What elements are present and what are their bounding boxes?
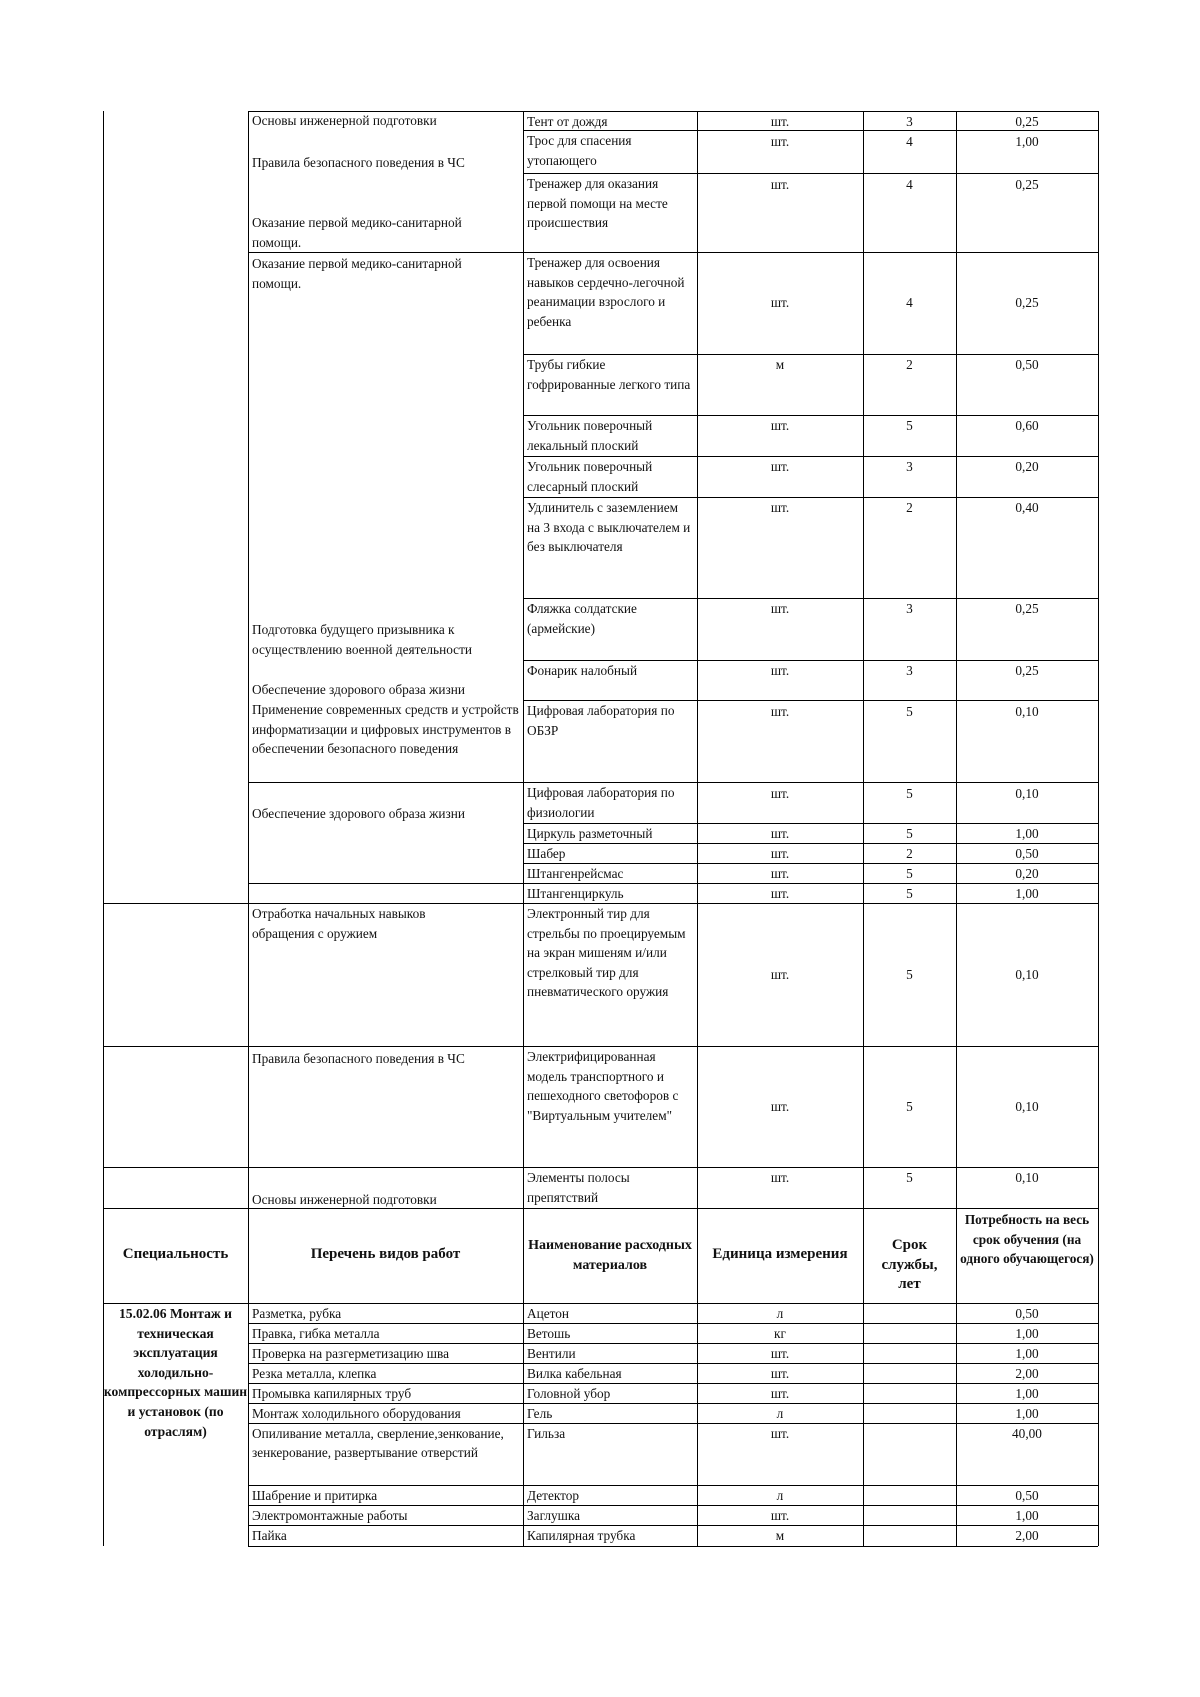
need-value: 2,00 [1015,1365,1039,1381]
material-name: Головной убор [527,1385,611,1401]
unit-value: шт. [770,601,790,616]
material-name: Элементы полосы препятствий [527,1170,630,1205]
need-value: 0,10 [1015,1170,1039,1185]
need-value: 0,10 [1015,966,1039,982]
table-right-rule [1098,111,1099,1546]
need-value: 0,25 [1015,295,1039,311]
work-type: Промывка капилярных труб [252,1385,412,1401]
material-name: Фляжка солдатские (армейские) [527,601,637,636]
unit-value: м [775,357,785,372]
material-name: Гель [527,1405,553,1421]
work-type: Оказание первой медико-санитарной помощи. [252,215,462,250]
column-rule [248,111,249,1546]
need-value: 2,00 [1015,1527,1039,1543]
service-life-value: 2 [906,500,913,515]
unit-value: шт. [770,886,790,901]
unit-value: шт. [770,418,790,433]
need-value: 0,50 [1015,1487,1039,1503]
need-value: 1,00 [1015,1345,1039,1361]
material-name: Капилярная трубка [527,1527,636,1543]
service-life-value: 2 [906,846,913,861]
work-type: Основы инженерной подготовки [252,113,437,128]
work-type: Основы инженерной подготовки [252,1192,437,1207]
unit-value: шт. [770,114,790,129]
material-name: Штангенрейсмас [527,866,624,881]
header-service-life: Срок службы, лет [881,1237,938,1293]
row-rule [248,1546,1098,1547]
unit-value: шт. [770,134,790,149]
work-type: Подготовка будущего призывника к осуществлению военной деятельности [252,622,473,657]
need-value: 0,10 [1015,704,1039,719]
material-name: Гильза [527,1425,566,1441]
row-rule [103,1046,248,1047]
unit-value: шт. [770,459,790,474]
service-life-value: 3 [906,114,913,129]
work-type: Отработка начальных навыков обращения с оружием [252,906,426,941]
unit-value: шт. [770,1507,790,1523]
unit-value: л [776,1305,784,1321]
unit-value: шт. [770,1425,790,1441]
need-value: 0,50 [1015,846,1039,861]
unit-value: шт. [770,1345,790,1361]
header-material: Наименование расходных материалов [528,1238,692,1273]
column-rule [697,111,698,1546]
work-type: Обеспечение здорового образа жизни [252,682,465,697]
row-rule [248,782,523,783]
material-name: Заглушка [527,1507,581,1523]
material-name: Вилка кабельная [527,1365,622,1381]
service-life-value: 2 [906,357,913,372]
work-type: Применение современных средств и устройств информатизации и цифровых инструментов в обеспечении безопасного поведения [252,702,519,757]
material-name: Детектор [527,1487,580,1503]
work-type: Монтаж холодильного оборудования [252,1405,461,1421]
column-rule [956,111,957,1546]
need-value: 1,00 [1015,1405,1039,1421]
unit-value: шт. [770,786,790,801]
need-value: 1,00 [1015,134,1039,149]
need-value: 0,10 [1015,786,1039,801]
row-rule [103,1167,248,1168]
need-value: 0,60 [1015,418,1039,433]
need-value: 1,00 [1015,826,1039,841]
material-name: Штангенциркуль [527,886,624,901]
unit-value: шт. [770,826,790,841]
unit-value: м [775,1527,785,1543]
need-value: 0,20 [1015,459,1039,474]
unit-value: л [776,1487,784,1503]
service-life-value: 5 [906,1098,913,1114]
row-rule [248,1167,523,1168]
service-life-value: 5 [906,418,913,433]
work-type: Разметка, рубка [252,1305,342,1321]
material-name: Циркуль разметочный [527,826,653,841]
work-type: Правила безопасного поведения в ЧС [252,1051,465,1066]
unit-value: шт. [770,295,790,311]
service-life-value: 5 [906,786,913,801]
need-value: 0,25 [1015,177,1039,192]
unit-value: л [776,1405,784,1421]
material-name: Удлинитель с заземлением на 3 входа с выключателем и без выключателя [527,500,691,555]
table-left-rule [103,111,104,1546]
unit-value: шт. [770,846,790,861]
unit-value: шт. [770,1365,790,1381]
unit-value: шт. [770,1170,790,1185]
column-rule [523,111,524,1546]
material-name: Цифровая лаборатория по физиологии [527,785,675,820]
specialty-name: 15.02.06 Монтаж и техническая эксплуатация холодильно-компрессорных машин и установок (по отраслям) [103,1306,248,1439]
work-type: Оказание первой медико-санитарной помощи. [252,256,462,291]
work-type: Резка металла, клепка [252,1365,377,1381]
need-value: 1,00 [1015,1507,1039,1523]
work-type: Правка, гибка металла [252,1325,380,1341]
material-name: Тренажер для освоения навыков сердечно-легочной реанимации взрослого и ребенка [527,255,685,329]
work-type: Шабрение и притирка [252,1487,378,1503]
service-life-value: 5 [906,826,913,841]
unit-value: шт. [770,500,790,515]
column-rule [863,111,864,1546]
material-name: Фонарик налобный [527,663,638,678]
material-name: Электронный тир для стрельбы по проецируемым на экран мишеням и/или стрелковый тир для пневматического оружия [527,906,686,1000]
work-type: Электромонтажные работы [252,1507,408,1523]
need-value: 0,25 [1015,663,1039,678]
service-life-value: 5 [906,966,913,982]
work-type: Правила безопасного поведения в ЧС [252,155,465,170]
header-unit: Единица измерения [712,1246,848,1262]
need-value: 1,00 [1015,1385,1039,1401]
need-value: 0,25 [1015,601,1039,616]
header-specialty: Специальность [122,1246,229,1262]
service-life-value: 5 [906,866,913,881]
need-value: 0,20 [1015,866,1039,881]
unit-value: шт. [770,177,790,192]
material-name: Трубы гибкие гофрированные легкого типа [527,357,691,392]
service-life-value: 4 [906,295,913,311]
material-name: Ветошь [527,1325,571,1341]
service-life-value: 4 [906,177,913,192]
unit-value: шт. [770,866,790,881]
row-rule [248,1046,523,1047]
work-type: Проверка на разгерметизацию шва [252,1345,450,1361]
service-life-value: 3 [906,601,913,616]
unit-value: шт. [770,663,790,678]
row-rule [248,883,523,884]
service-life-value: 5 [906,886,913,901]
need-value: 0,50 [1015,357,1039,372]
work-type: Пайка [252,1527,287,1543]
material-name: Трос для спасения утопающего [527,133,632,168]
service-life-value: 4 [906,134,913,149]
service-life-value: 5 [906,1170,913,1185]
material-name: Ацетон [527,1305,570,1321]
service-life-value: 3 [906,459,913,474]
material-name: Угольник поверочный слесарный плоский [527,459,653,494]
unit-value: шт. [770,1098,790,1114]
material-name: Цифровая лаборатория по ОБЗР [527,703,675,738]
material-name: Тент от дождя [527,114,608,129]
row-rule [103,903,248,904]
need-value: 0,40 [1015,500,1039,515]
need-value: 40,00 [1012,1425,1042,1441]
unit-value: шт. [770,1385,790,1401]
need-value: 1,00 [1015,886,1039,901]
work-type: Опиливание металла, сверление,зенкование, зенкерование, развертывание отверстий [252,1425,504,1461]
material-name: Вентили [527,1345,576,1361]
work-type: Обеспечение здорового образа жизни [252,806,465,821]
unit-value: шт. [770,966,790,982]
material-name: Тренажер для оказания первой помощи на месте происшествия [527,176,668,231]
row-rule [103,1208,248,1209]
need-value: 0,25 [1015,114,1039,129]
need-value: 0,50 [1015,1305,1039,1321]
need-value: 0,10 [1015,1098,1039,1114]
material-name: Угольник поверочный лекальный плоский [527,418,653,453]
unit-value: кг [774,1325,786,1341]
service-life-value: 5 [906,704,913,719]
unit-value: шт. [770,704,790,719]
header-works: Перечень видов работ [310,1246,461,1262]
need-value: 1,00 [1015,1325,1039,1341]
material-name: Электрифицированная модель транспортного и пешеходного светофоров с "Виртуальным учителем" [527,1049,679,1123]
service-life-value: 3 [906,663,913,678]
header-need: Потребность на весь срок обучения (на одного обучающегося) [960,1212,1094,1267]
material-name: Шабер [527,846,566,861]
